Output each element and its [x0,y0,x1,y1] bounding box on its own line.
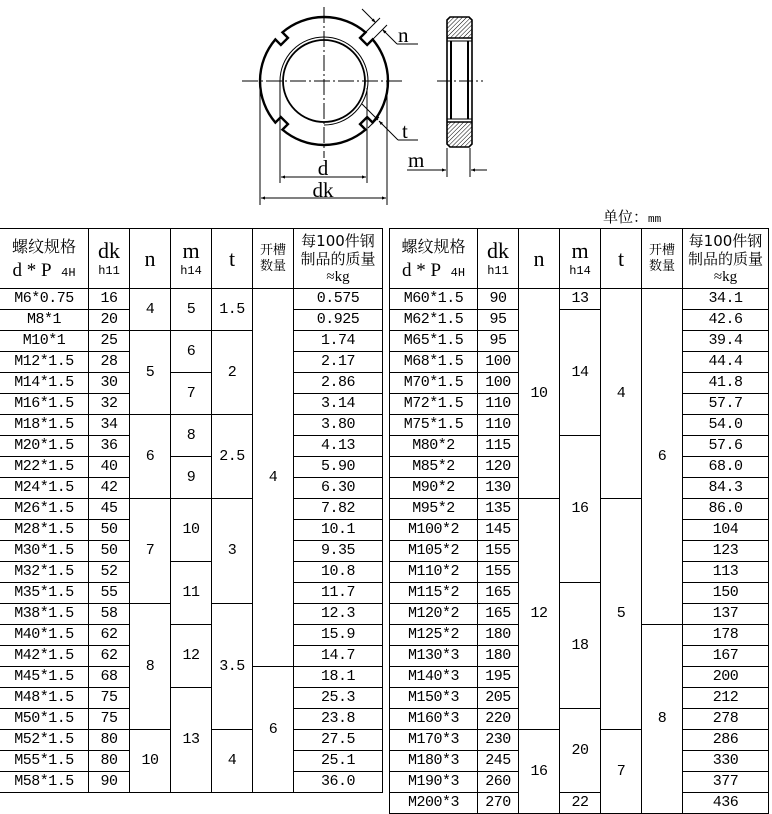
mass-cell: 57.7 [683,394,769,415]
m-cell: 11 [171,562,212,625]
thread-spec-cell: M12*1.5 [0,352,89,373]
mass-cell: 167 [683,646,769,667]
slot-count-cell: 4 [253,289,294,667]
mass-cell: 6.30 [294,478,383,499]
header-slot-count [253,229,294,289]
dk-cell: 100 [478,373,519,394]
thread-spec-cell: M110*2 [390,562,478,583]
dk-cell: 16 [89,289,130,310]
thread-spec-cell: M75*1.5 [390,415,478,436]
thread-spec-cell: M45*1.5 [0,667,89,688]
dk-cell: 80 [89,730,130,751]
t-cell: 7 [601,730,642,814]
m-cell: 20 [560,709,601,793]
thread-spec-notation: d * P [401,259,442,281]
table-row [390,709,769,730]
t-leader-upper [362,104,378,120]
slotted-round-nut-drawing [0,0,772,226]
m-cell: 16 [560,436,601,583]
bottom-hatched-section [447,122,472,147]
mass-cell: 436 [683,793,769,814]
dk-cell: 55 [89,583,130,604]
n-symbol: n [533,245,545,271]
table-header-row [390,229,769,289]
thread-spec-cell: M125*2 [390,625,478,646]
n-dimension-line-b [383,30,398,45]
dk-symbol: dk [98,237,120,263]
mass-cell: 36.0 [294,772,383,793]
unit-note [603,208,661,229]
thread-spec-cell: M90*2 [390,478,478,499]
dk-cell: 90 [478,289,519,310]
thread-spec-cell: M100*2 [390,520,478,541]
mass-cell: 41.8 [683,373,769,394]
dk-cell: 40 [89,457,130,478]
mass-cell: 25.3 [294,688,383,709]
dk-cell: 165 [478,583,519,604]
dk-cell: 230 [478,730,519,751]
table-row [390,436,769,457]
slot-count-line1: 开槽 [259,242,286,258]
m-symbol: m [182,237,200,263]
table-row [0,499,383,520]
t-symbol: t [617,245,625,271]
thread-spec-cell: M8*1 [0,310,89,331]
mass-cell: 104 [683,520,769,541]
d-label: d [317,156,329,180]
dk-cell: 145 [478,520,519,541]
dk-cell: 165 [478,604,519,625]
slot-count-cell: 6 [253,667,294,793]
dk-tolerance: h11 [98,263,120,278]
mass-cell: 23.8 [294,709,383,730]
thread-spec-cell: M115*2 [390,583,478,604]
table-row [0,289,383,310]
thread-spec-cell: M65*1.5 [390,331,478,352]
thread-spec-cell: M50*1.5 [0,709,89,730]
table-row [390,310,769,331]
table-row [0,415,383,436]
dk-cell: 180 [478,646,519,667]
mass-cell: 54.0 [683,415,769,436]
t-cell: 4 [601,289,642,499]
front-view [242,7,418,205]
table-row [0,625,383,646]
thread-spec-cell: M22*1.5 [0,457,89,478]
thread-spec-cell: M150*3 [390,688,478,709]
header-mass [294,229,383,289]
slot-count-line1: 开槽 [648,242,675,258]
dk-cell: 62 [89,625,130,646]
dk-cell: 120 [478,457,519,478]
mass-cell: 286 [683,730,769,751]
m-cell: 9 [171,457,212,499]
mass-cell: 4.13 [294,436,383,457]
mass-cell: 278 [683,709,769,730]
dk-cell: 195 [478,667,519,688]
thread-spec-cell: M180*3 [390,751,478,772]
table-row [0,457,383,478]
mass-cell: 10.8 [294,562,383,583]
dk-cell: 50 [89,520,130,541]
table-header-row [0,229,383,289]
n-cell: 6 [130,415,171,499]
m-label: m [408,148,425,172]
top-hatched-section [447,17,472,38]
n-dimension-line-a [362,9,376,23]
dk-cell: 155 [478,562,519,583]
mass-cell: 12.3 [294,604,383,625]
t-leader-lower [379,121,398,140]
thread-spec-cell: M35*1.5 [0,583,89,604]
dk-cell: 50 [89,541,130,562]
thread-spec-cell: M120*2 [390,604,478,625]
n-label: n [398,23,409,47]
dk-cell: 155 [478,541,519,562]
mass-cell: 178 [683,625,769,646]
thread-spec-notation: d * P [12,259,52,281]
dk-label: dk [312,178,334,202]
header-n [519,229,560,289]
dk-cell: 62 [89,646,130,667]
thread-spec-cell: M140*3 [390,667,478,688]
dk-cell: 205 [478,688,519,709]
thread-spec-tolerance: 4H [450,265,466,280]
thread-spec-cell: M85*2 [390,457,478,478]
dk-cell: 260 [478,772,519,793]
mass-cell: 14.7 [294,646,383,667]
n-cell: 12 [519,499,560,730]
header-dk [89,229,130,289]
t-symbol: t [228,245,236,271]
thread-spec-cell: M170*3 [390,730,478,751]
dk-cell: 75 [89,709,130,730]
thread-spec-cell: M160*3 [390,709,478,730]
mass-cell: 42.6 [683,310,769,331]
table-row [390,583,769,604]
thread-spec-cell: M60*1.5 [390,289,478,310]
mass-cell: 27.5 [294,730,383,751]
thread-spec-cell: M130*3 [390,646,478,667]
thread-spec-cell: M70*1.5 [390,373,478,394]
dk-cell: 95 [478,331,519,352]
n-cell: 10 [130,730,171,793]
dk-cell: 32 [89,394,130,415]
m-cell: 7 [171,373,212,415]
thread-spec-cell: M190*3 [390,772,478,793]
m-cell: 12 [171,625,212,688]
mass-unit: ≈kg [326,268,350,285]
t-cell: 1.5 [212,289,253,331]
thread-spec-cell: M28*1.5 [0,520,89,541]
thread-spec-cell: M48*1.5 [0,688,89,709]
dk-cell: 270 [478,793,519,814]
thread-spec-cell: M105*2 [390,541,478,562]
slot-count-line2: 数量 [259,258,286,274]
thread-spec-cell: M18*1.5 [0,415,89,436]
thread-spec-cell: M72*1.5 [390,394,478,415]
mass-line1: 每100件钢 [688,231,763,250]
mass-cell: 123 [683,541,769,562]
thread-spec-cell: M52*1.5 [0,730,89,751]
dk-cell: 110 [478,415,519,436]
m-tolerance: h14 [569,263,591,278]
dk-cell: 58 [89,604,130,625]
dk-cell: 25 [89,331,130,352]
thread-spec-title: 螺纹规格 [401,236,466,256]
mass-cell: 34.1 [683,289,769,310]
mass-cell: 150 [683,583,769,604]
dk-cell: 42 [89,478,130,499]
m-cell: 13 [171,688,212,793]
thread-spec-title: 螺纹规格 [11,236,76,256]
table-row [0,331,383,352]
mass-cell: 0.925 [294,310,383,331]
t-cell: 3.5 [212,604,253,730]
dk-cell: 52 [89,562,130,583]
mass-cell: 137 [683,604,769,625]
dk-cell: 80 [89,751,130,772]
unit-value: mm [648,214,662,226]
dk-cell: 75 [89,688,130,709]
mass-cell: 11.7 [294,583,383,604]
dk-tolerance: h11 [487,263,509,278]
slot-count-cell: 8 [642,625,683,814]
header-mass [683,229,769,289]
thread-spec-cell: M6*0.75 [0,289,89,310]
mass-cell: 1.74 [294,331,383,352]
thread-spec-cell: M58*1.5 [0,772,89,793]
n-cell: 16 [519,730,560,814]
mass-line2: 制品的质量 [300,249,376,268]
mass-cell: 377 [683,772,769,793]
table-row [390,289,769,310]
dk-cell: 20 [89,310,130,331]
m-symbol: m [571,237,589,263]
dk-cell: 95 [478,310,519,331]
thread-spec-cell: M68*1.5 [390,352,478,373]
table-row [390,793,769,814]
header-m [560,229,601,289]
mass-cell: 86.0 [683,499,769,520]
thread-spec-cell: M95*2 [390,499,478,520]
n-cell: 7 [130,499,171,604]
t-cell: 2.5 [212,415,253,499]
mass-cell: 0.575 [294,289,383,310]
thread-spec-cell: M10*1 [0,331,89,352]
n-cell: 8 [130,604,171,730]
thread-spec-cell: M38*1.5 [0,604,89,625]
dk-cell: 68 [89,667,130,688]
dimension-table-right [389,228,769,814]
mass-cell: 39.4 [683,331,769,352]
thread-spec-cell: M62*1.5 [390,310,478,331]
dk-cell: 28 [89,352,130,373]
mass-cell: 18.1 [294,667,383,688]
table-row [0,562,383,583]
m-cell: 8 [171,415,212,457]
mass-cell: 57.6 [683,436,769,457]
dk-cell: 34 [89,415,130,436]
m-cell: 14 [560,310,601,436]
header-slot-count [642,229,683,289]
dk-cell: 220 [478,709,519,730]
dk-cell: 90 [89,772,130,793]
n-cell: 10 [519,289,560,499]
dk-cell: 110 [478,394,519,415]
dk-cell: 100 [478,352,519,373]
slot-count-cell: 6 [642,289,683,625]
t-cell: 5 [601,499,642,730]
mass-cell: 113 [683,562,769,583]
mass-line1: 每100件钢 [301,231,375,250]
mass-cell: 3.80 [294,415,383,436]
t-cell: 3 [212,499,253,604]
n-cell: 5 [130,331,171,415]
mass-cell: 200 [683,667,769,688]
dk-cell: 36 [89,436,130,457]
header-thread-spec [390,229,478,289]
thread-spec-cell: M16*1.5 [0,394,89,415]
thread-spec-cell: M14*1.5 [0,373,89,394]
mass-cell: 25.1 [294,751,383,772]
m-cell: 13 [560,289,601,310]
thread-spec-cell: M30*1.5 [0,541,89,562]
t-label: t [402,119,408,143]
header-dk [478,229,519,289]
mass-cell: 68.0 [683,457,769,478]
dk-cell: 245 [478,751,519,772]
mass-cell: 212 [683,688,769,709]
m-cell: 6 [171,331,212,373]
mass-cell: 7.82 [294,499,383,520]
thread-spec-cell: M24*1.5 [0,478,89,499]
dk-symbol: dk [487,237,509,263]
m-cell: 5 [171,289,212,331]
dk-cell: 30 [89,373,130,394]
mass-cell: 2.17 [294,352,383,373]
slot-count-line2: 数量 [648,258,675,274]
thread-spec-cell: M32*1.5 [0,562,89,583]
header-thread-spec [0,229,89,289]
mass-line2: 制品的质量 [687,249,763,268]
dk-cell: 135 [478,499,519,520]
header-n [130,229,171,289]
mass-unit: ≈kg [713,268,738,285]
mass-cell: 3.14 [294,394,383,415]
mass-cell: 15.9 [294,625,383,646]
header-m [171,229,212,289]
unit-label: 单位： [603,208,649,226]
mass-cell: 5.90 [294,457,383,478]
thread-spec-cell: M80*2 [390,436,478,457]
n-cell: 4 [130,289,171,331]
mass-cell: 10.1 [294,520,383,541]
thread-spec-cell: M26*1.5 [0,499,89,520]
mass-cell: 44.4 [683,352,769,373]
m-cell: 22 [560,793,601,814]
table-row [0,373,383,394]
header-t [601,229,642,289]
thread-spec-cell: M40*1.5 [0,625,89,646]
thread-spec-cell: M55*1.5 [0,751,89,772]
table-row [0,688,383,709]
dk-cell: 180 [478,625,519,646]
side-view [407,17,487,177]
mass-cell: 330 [683,751,769,772]
dk-cell: 115 [478,436,519,457]
header-t [212,229,253,289]
mass-cell: 2.86 [294,373,383,394]
t-cell: 2 [212,331,253,415]
dk-cell: 130 [478,478,519,499]
dimension-table-left [0,228,383,793]
thread-spec-tolerance: 4H [61,265,76,280]
mass-cell: 84.3 [683,478,769,499]
m-cell: 10 [171,499,212,562]
t-cell: 4 [212,730,253,793]
mass-cell: 9.35 [294,541,383,562]
n-symbol: n [144,245,156,271]
thread-spec-cell: M200*3 [390,793,478,814]
dk-cell: 45 [89,499,130,520]
thread-spec-cell: M42*1.5 [0,646,89,667]
thread-spec-cell: M20*1.5 [0,436,89,457]
m-tolerance: h14 [180,263,202,278]
m-cell: 18 [560,583,601,709]
